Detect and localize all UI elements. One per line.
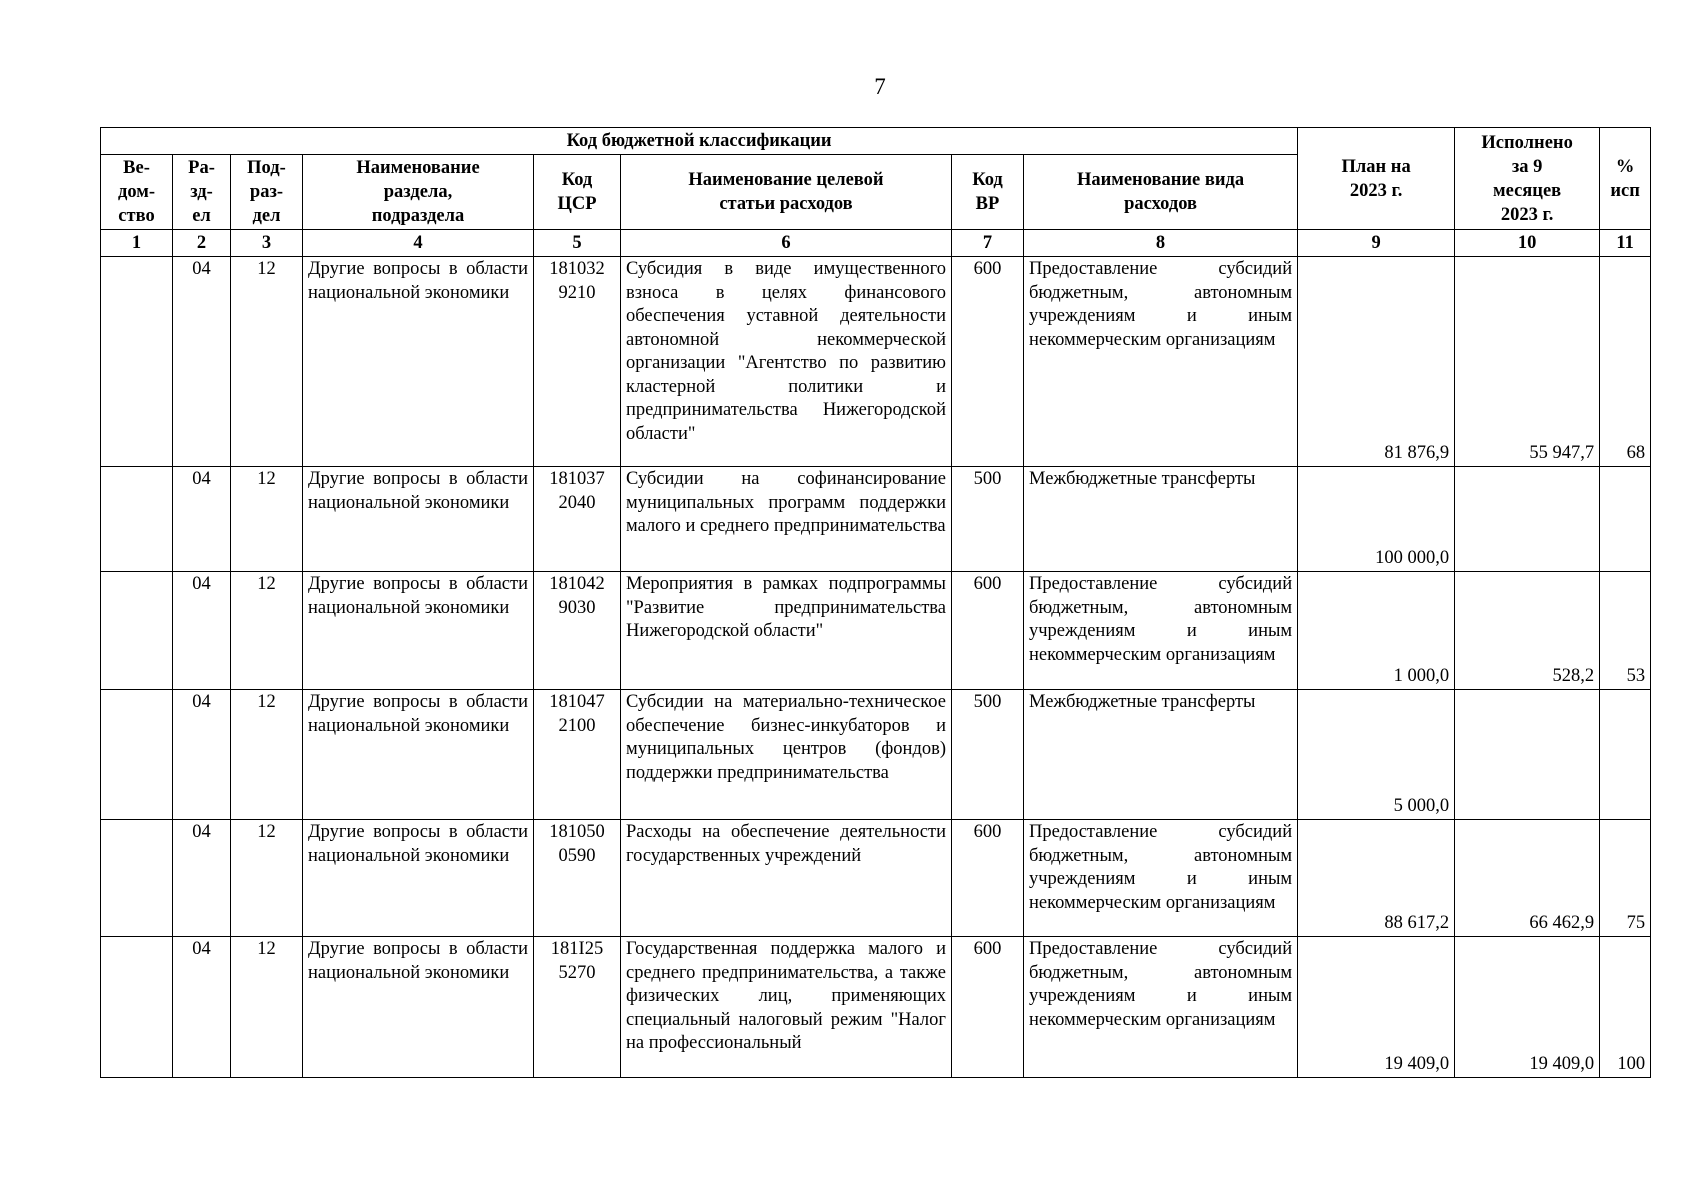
csr-cell: 181I25 5270 — [534, 937, 621, 1078]
csr-cell: 181042 9030 — [534, 572, 621, 690]
target-name-cell: Субсидия в виде имущественного взноса в целях финансового обеспечения уставной деятельности автономной некоммерческой организации "Агентство по развитию кластерной политики и предпринимательства Нижегородской области" — [621, 257, 952, 467]
target-name-cell: Государственная поддержка малого и среднего предпринимательства, а также физических лиц, применяющих специальный налоговый режим "Налог на профессиональный — [621, 937, 952, 1078]
budget-table — [100, 127, 1651, 1078]
page-number: 7 — [874, 74, 886, 99]
column-number: 11 — [1600, 230, 1651, 257]
executed-cell — [1455, 690, 1600, 820]
csr-cell: 181050 0590 — [534, 820, 621, 937]
plan-cell: 81 876,9 — [1298, 257, 1455, 467]
column-number-row — [101, 230, 1651, 257]
plan-cell: 1 000,0 — [1298, 572, 1455, 690]
csr-cell: 181032 9210 — [534, 257, 621, 467]
plan-cell: 5 000,0 — [1298, 690, 1455, 820]
table-header — [101, 128, 1651, 257]
table-row — [101, 937, 1651, 1078]
vedomstvo-cell — [101, 937, 173, 1078]
vedomstvo-cell — [101, 257, 173, 467]
razdel-cell: 04 — [173, 572, 231, 690]
column-number: 9 — [1298, 230, 1455, 257]
budget-classification-header: Код бюджетной классификации — [101, 128, 1298, 155]
column-number: 10 — [1455, 230, 1600, 257]
executed-cell: 66 462,9 — [1455, 820, 1600, 937]
vedomstvo-cell — [101, 820, 173, 937]
podrazdel-cell: 12 — [231, 257, 303, 467]
column-number: 7 — [952, 230, 1024, 257]
percent-cell: 100 — [1600, 937, 1651, 1078]
vr-cell: 600 — [952, 257, 1024, 467]
vr-header: Код ВР — [952, 155, 1024, 230]
podrazdel-header: Под- раз- дел — [231, 155, 303, 230]
vedomstvo-cell — [101, 572, 173, 690]
plan-cell: 88 617,2 — [1298, 820, 1455, 937]
vr-name-cell: Предоставление субсидий бюджетным, автономным учреждениям и иным некоммерческим организациям — [1024, 257, 1298, 467]
table-row — [101, 820, 1651, 937]
podrazdel-cell: 12 — [231, 690, 303, 820]
vr-cell: 500 — [952, 690, 1024, 820]
vedomstvo-header: Ве- дом- ство — [101, 155, 173, 230]
vedomstvo-cell — [101, 467, 173, 572]
target-name-cell: Расходы на обеспечение деятельности государственных учреждений — [621, 820, 952, 937]
csr-cell: 181037 2040 — [534, 467, 621, 572]
csr-header: Код ЦСР — [534, 155, 621, 230]
vr-name-cell: Межбюджетные трансферты — [1024, 467, 1298, 572]
razdel-name-cell: Другие вопросы в области национальной экономики — [303, 690, 534, 820]
column-number: 8 — [1024, 230, 1298, 257]
razdel-cell: 04 — [173, 690, 231, 820]
vr-name-cell: Предоставление субсидий бюджетным, автономным учреждениям и иным некоммерческим организациям — [1024, 572, 1298, 690]
executed-cell: 528,2 — [1455, 572, 1600, 690]
razdel-cell: 04 — [173, 937, 231, 1078]
podrazdel-cell: 12 — [231, 937, 303, 1078]
executed-cell — [1455, 467, 1600, 572]
vr-name-cell: Предоставление субсидий бюджетным, автономным учреждениям и иным некоммерческим организациям — [1024, 937, 1298, 1078]
column-number: 1 — [101, 230, 173, 257]
executed-header: Исполнено за 9 месяцев 2023 г. — [1455, 128, 1600, 230]
csr-cell: 181047 2100 — [534, 690, 621, 820]
column-number: 5 — [534, 230, 621, 257]
razdel-cell: 04 — [173, 467, 231, 572]
table-row — [101, 257, 1651, 467]
target-name-cell: Субсидии на материально-техническое обеспечение бизнес-инкубаторов и муниципальных центров (фондов) поддержки предпринимательства — [621, 690, 952, 820]
razdel-header: Ра- зд- ел — [173, 155, 231, 230]
vr-cell: 600 — [952, 937, 1024, 1078]
vr-cell: 600 — [952, 572, 1024, 690]
executed-cell: 55 947,7 — [1455, 257, 1600, 467]
table-row — [101, 572, 1651, 690]
plan-cell: 19 409,0 — [1298, 937, 1455, 1078]
plan-cell: 100 000,0 — [1298, 467, 1455, 572]
percent-cell: 53 — [1600, 572, 1651, 690]
razdel-name-header: Наименование раздела, подраздела — [303, 155, 534, 230]
razdel-cell: 04 — [173, 820, 231, 937]
table-row — [101, 690, 1651, 820]
podrazdel-cell: 12 — [231, 572, 303, 690]
razdel-name-cell: Другие вопросы в области национальной экономики — [303, 572, 534, 690]
razdel-name-cell: Другие вопросы в области национальной экономики — [303, 467, 534, 572]
column-number: 6 — [621, 230, 952, 257]
table-row — [101, 467, 1651, 572]
vr-cell: 500 — [952, 467, 1024, 572]
vr-name-header: Наименование вида расходов — [1024, 155, 1298, 230]
percent-header: % исп — [1600, 128, 1651, 230]
razdel-name-cell: Другие вопросы в области национальной экономики — [303, 937, 534, 1078]
percent-cell: 75 — [1600, 820, 1651, 937]
table-body — [101, 257, 1651, 1078]
percent-cell: 68 — [1600, 257, 1651, 467]
razdel-name-cell: Другие вопросы в области национальной экономики — [303, 820, 534, 937]
podrazdel-cell: 12 — [231, 467, 303, 572]
podrazdel-cell: 12 — [231, 820, 303, 937]
vedomstvo-cell — [101, 690, 173, 820]
vr-cell: 600 — [952, 820, 1024, 937]
column-number: 3 — [231, 230, 303, 257]
plan-header: План на 2023 г. — [1298, 128, 1455, 230]
column-number: 4 — [303, 230, 534, 257]
executed-cell: 19 409,0 — [1455, 937, 1600, 1078]
vr-name-cell: Межбюджетные трансферты — [1024, 690, 1298, 820]
vr-name-cell: Предоставление субсидий бюджетным, автономным учреждениям и иным некоммерческим организациям — [1024, 820, 1298, 937]
target-name-header: Наименование целевой статьи расходов — [621, 155, 952, 230]
percent-cell — [1600, 690, 1651, 820]
razdel-cell: 04 — [173, 257, 231, 467]
razdel-name-cell: Другие вопросы в области национальной экономики — [303, 257, 534, 467]
target-name-cell: Мероприятия в рамках подпрограммы "Развитие предпринимательства Нижегородской области" — [621, 572, 952, 690]
percent-cell — [1600, 467, 1651, 572]
target-name-cell: Субсидии на софинансирование муниципальных программ поддержки малого и среднего предпринимательства — [621, 467, 952, 572]
column-number: 2 — [173, 230, 231, 257]
